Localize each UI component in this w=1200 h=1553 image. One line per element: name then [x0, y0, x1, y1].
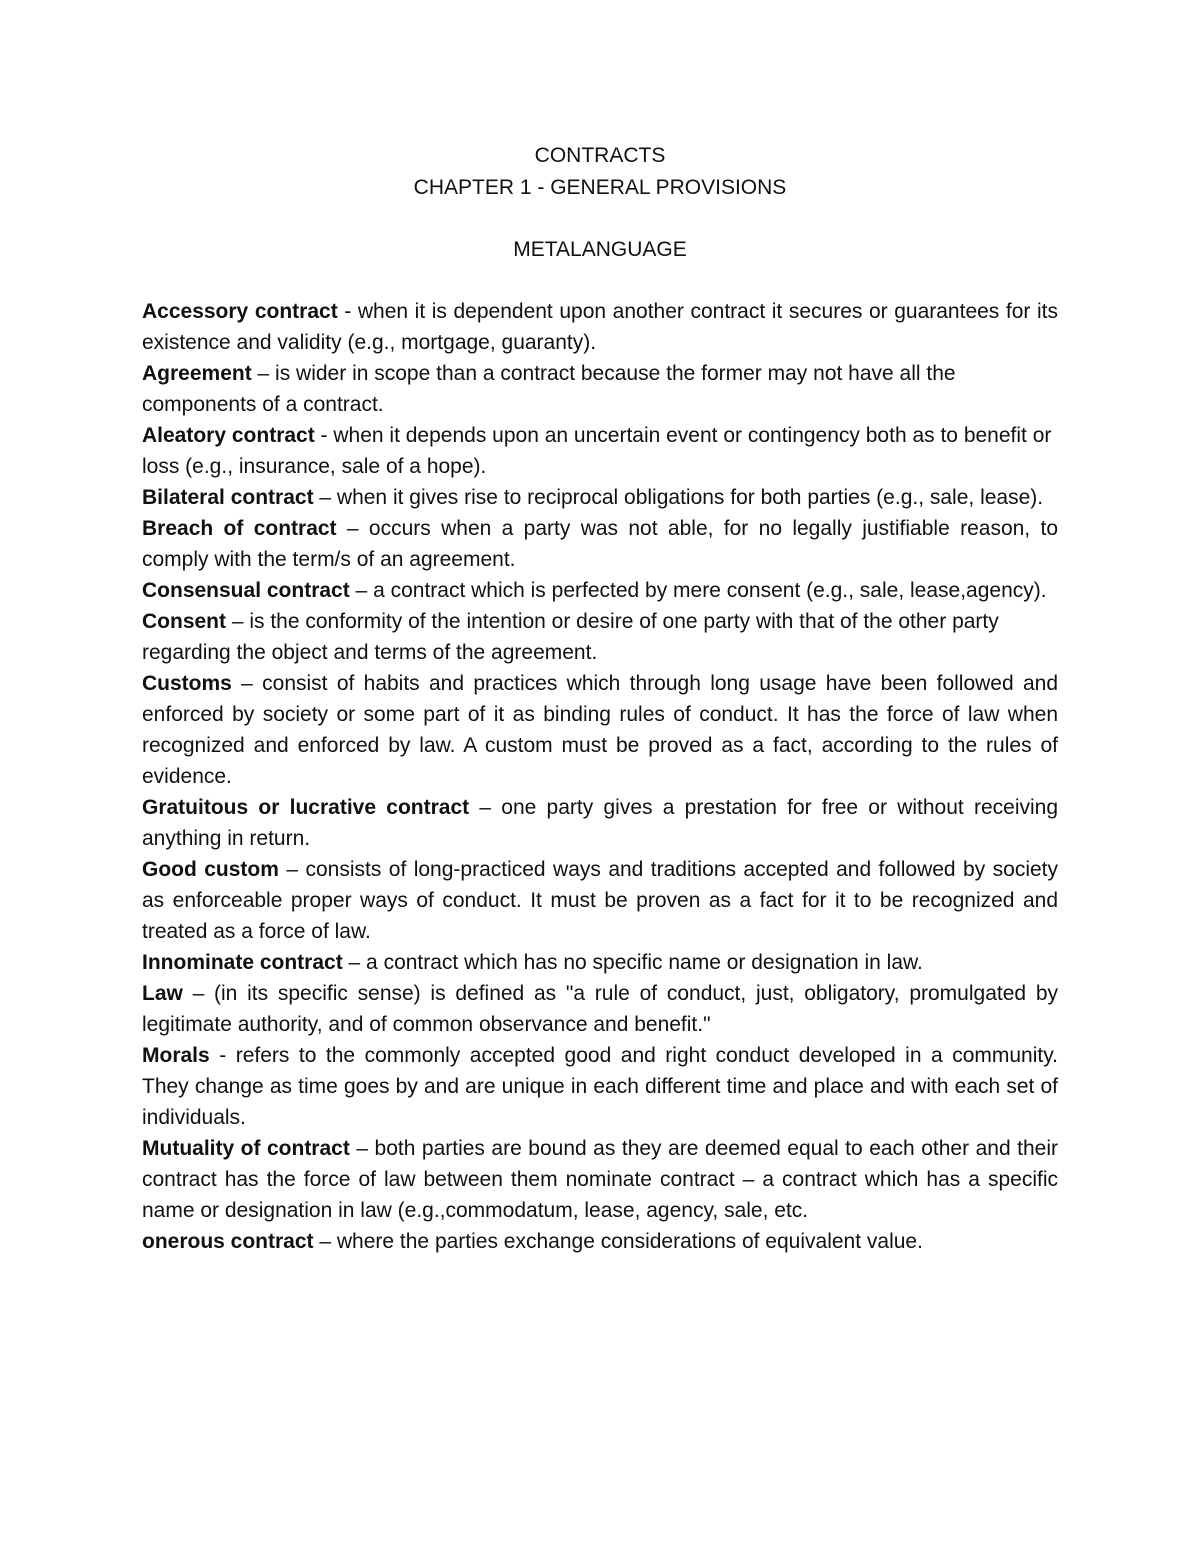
definition-text: – one party gives a prestation for free or without receiving anything in return.	[142, 796, 1059, 850]
definition-text: – where the parties exchange considerations of equivalent value.	[313, 1230, 923, 1253]
definition-text: – both parties are bound as they are deemed equal to each other and their contract has the force of law between them nominate contract – a contract which has a specific name or designation in law (e.g.,commodatum, lease, agency, sale, etc.	[142, 1137, 1058, 1222]
definition-entry	[142, 792, 1058, 854]
definition-entry	[142, 947, 1058, 978]
definition-term: Breach of contract	[142, 517, 337, 540]
definition-term: Morals	[142, 1044, 210, 1067]
definition-text: – a contract which has no specific name or designation in law.	[342, 951, 923, 974]
definition-term: Agreement	[142, 362, 252, 385]
definition-entry	[142, 606, 1058, 668]
section-heading: METALANGUAGE	[513, 238, 687, 261]
definition-text: - when it depends upon an uncertain event or contingency both as to benefit or loss (e.g., insurance, sale of a hope).	[142, 424, 1052, 478]
definition-term: Mutuality of contract	[142, 1137, 350, 1160]
definition-entry	[142, 358, 1058, 420]
definition-term: Innominate contract	[142, 951, 343, 974]
definition-text: – is the conformity of the intention or desire of one party with that of the other party regarding the object and terms of the agreement.	[142, 610, 999, 664]
definition-term: Bilateral contract	[142, 486, 314, 509]
definition-text: – consists of long-practiced ways and traditions accepted and followed by society as enforceable proper ways of conduct. It must be proven as a fact for it to be recognized and treated as a force of law.	[142, 858, 1058, 943]
definition-term: Law	[142, 982, 183, 1005]
definition-entry	[142, 296, 1058, 358]
definition-term: Good custom	[142, 858, 279, 881]
definition-entry	[142, 1226, 1058, 1257]
definition-text: – (in its specific sense) is defined as "a rule of conduct, just, obligatory, promulgated by legitimate authority, and of common observance and benefit."	[142, 982, 1058, 1036]
definition-entry	[142, 978, 1058, 1040]
definition-entry	[142, 1040, 1058, 1133]
definition-entry	[142, 1133, 1058, 1226]
definition-entry	[142, 854, 1058, 947]
definition-entry	[142, 482, 1058, 513]
definition-entry	[142, 420, 1058, 482]
definition-text: - refers to the commonly accepted good and right conduct developed in a community. They change as time goes by and are unique in each different time and place and with each set of individuals.	[142, 1044, 1058, 1129]
definition-term: Aleatory contract	[142, 424, 315, 447]
definition-term: onerous contract	[142, 1230, 314, 1253]
definition-text: - when it is dependent upon another contract it secures or guarantees for its existence and validity (e.g., mortgage, guaranty).	[142, 300, 1058, 354]
definition-entry	[142, 575, 1058, 606]
definition-term: Gratuitous or lucrative contract	[142, 796, 470, 819]
definition-text: – a contract which is perfected by mere consent (e.g., sale, lease,agency).	[349, 579, 1047, 602]
definition-text: – when it gives rise to reciprocal obligations for both parties (e.g., sale, lease).	[313, 486, 1044, 509]
definition-text: – occurs when a party was not able, for no legally justifiable reason, to comply with the term/s of an agreement.	[142, 517, 1058, 571]
definition-term: Accessory contract	[142, 300, 338, 323]
document-title: CONTRACTS	[534, 144, 666, 167]
chapter-heading: CHAPTER 1 - GENERAL PROVISIONS	[413, 176, 787, 199]
definition-term: Consensual contract	[142, 579, 350, 602]
definition-text: – consist of habits and practices which through long usage have been followed and enforced by society or some part of it as binding rules of conduct. It has the force of law when recognized and enforced by law. A custom must be proved as a fact, according to the rules of evidence.	[142, 672, 1058, 788]
definition-entry	[142, 668, 1058, 792]
definition-term: Customs	[142, 672, 232, 695]
definition-term: Consent	[142, 610, 226, 633]
definition-entry	[142, 513, 1058, 575]
definition-text: – is wider in scope than a contract because the former may not have all the components of a contract.	[142, 362, 956, 416]
definitions-list	[142, 296, 1058, 1257]
